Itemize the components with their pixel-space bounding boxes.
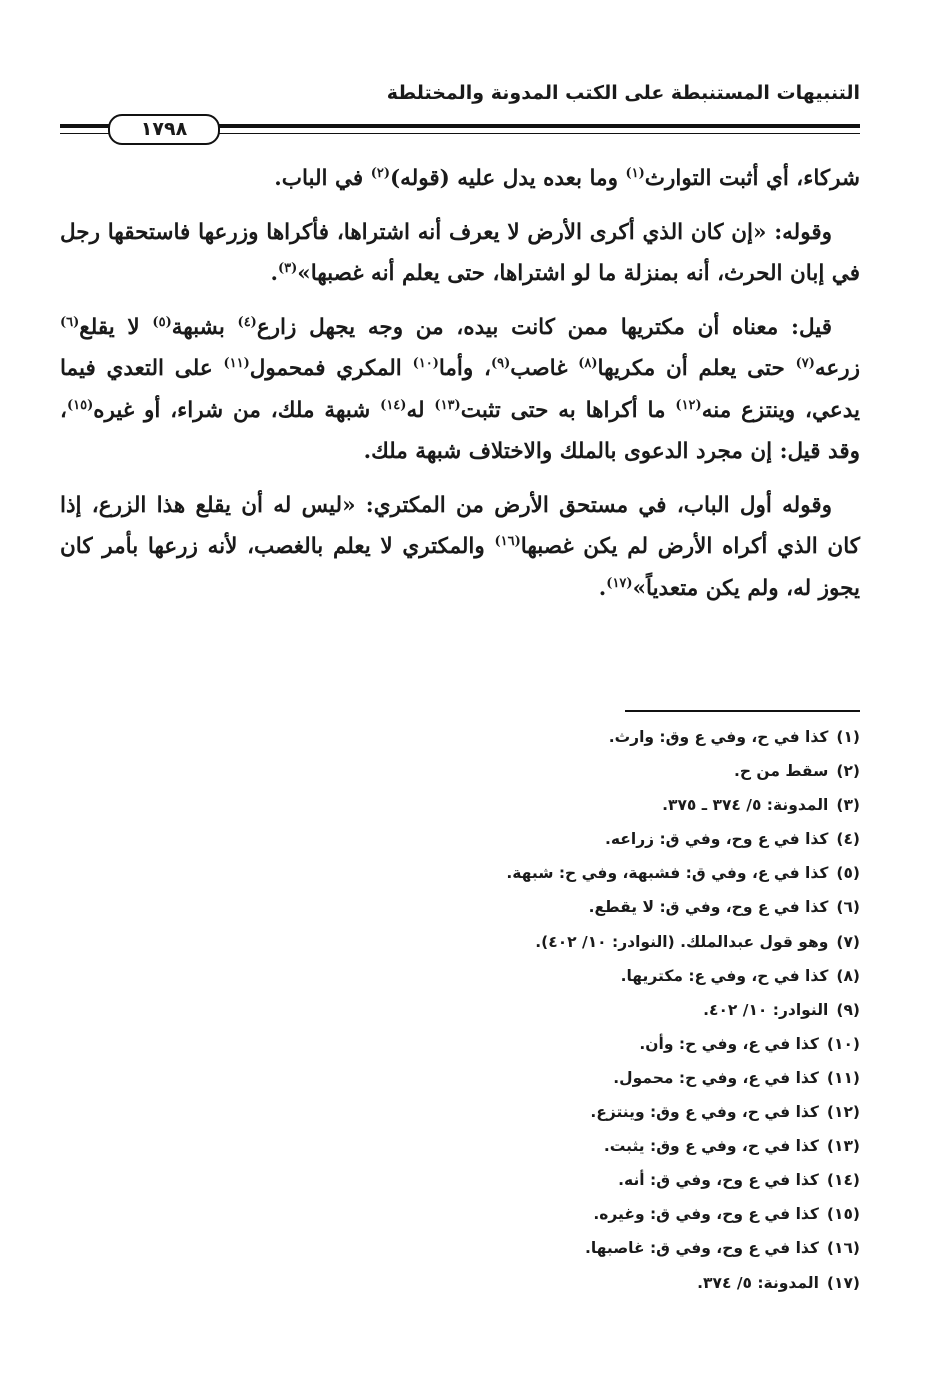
footnote-number: (١٤) bbox=[826, 1171, 860, 1190]
text-segment: قيل: معناه أن مكتريها ممن كانت بيده، من وجه يجهل زارع bbox=[256, 314, 832, 340]
footnote-text: سقط من ح. bbox=[733, 762, 829, 781]
text-segment: والمكتري لا يعلم بالغصب، لأنه زرعها بأمر كان يجوز له، ولم يكن متعدياً» bbox=[60, 534, 860, 601]
footnote-number: (٦) bbox=[836, 898, 860, 917]
page-number: ١٧٩٨ bbox=[108, 114, 220, 145]
footnote-number: (١٥) bbox=[826, 1205, 860, 1224]
footnote-item bbox=[60, 720, 860, 754]
footnote-marker: (١٥) bbox=[66, 397, 94, 413]
footnote-marker: (١) bbox=[625, 165, 645, 181]
footnote-text: كذا في ع وح، وفي ق: لا يقطع. bbox=[588, 898, 829, 917]
footnote-text: كذا في ع، وفي ح: محمول. bbox=[613, 1068, 819, 1087]
footnote-text: كذا في ع وح، وفي ق: أنه. bbox=[618, 1171, 819, 1190]
text-segment: زرعه bbox=[814, 356, 860, 381]
footnote-marker: (٥) bbox=[152, 314, 172, 330]
footnote-item bbox=[60, 1266, 860, 1300]
footnote-marker: (١٦) bbox=[494, 533, 521, 549]
text-segment: وما بعده يدل عليه (قوله) bbox=[390, 166, 626, 191]
paragraph bbox=[60, 158, 860, 200]
footnote-item bbox=[60, 959, 860, 993]
footnote-item bbox=[60, 890, 860, 924]
paragraph bbox=[60, 212, 860, 295]
text-segment: وقوله أول الباب، في مستحق الأرض من المكتري: «ليس له أن يقلع هذا الزرع، إذا كان الذي أكراه الأرض لم يكن غصبها bbox=[60, 492, 860, 559]
text-segment: شبهة ملك، من شراء، أو غيره bbox=[93, 397, 381, 423]
text-segment: ، وأما bbox=[438, 356, 491, 381]
footnote-number: (١٣) bbox=[826, 1137, 860, 1156]
footnote-text: وهو قول عبدالملك. (النوادر: ١٠/ ٤٠٢). bbox=[535, 932, 829, 951]
text-segment: . bbox=[270, 261, 278, 286]
text-segment: . bbox=[598, 575, 607, 601]
footnote-number: (١٦) bbox=[826, 1239, 860, 1258]
paragraph bbox=[60, 307, 860, 473]
footnote-item bbox=[60, 1197, 860, 1231]
footnote-marker: (٧) bbox=[795, 355, 815, 371]
footnote-item bbox=[60, 993, 860, 1027]
text-segment: وقوله: «إن كان الذي أكرى الأرض لا يعرف أنه اشتراها، فأكراها وزرعها فاستحقها رجل في إبان الحرث، أنه بمنزلة ما لو اشتراها، حتى يعلم أنه غصبها» bbox=[60, 219, 860, 286]
text-segment: المكري فمحمول bbox=[249, 356, 413, 381]
paragraph bbox=[60, 485, 860, 610]
text-segment: على التعدي فيما يدعي، وينتزع منه bbox=[60, 356, 860, 423]
footnote-marker: (١٢) bbox=[675, 397, 702, 413]
footnote-marker: (٩) bbox=[490, 355, 511, 371]
text-segment: ، وقد قيل: إن مجرد الدعوى بالملك والاختلاف شبهة ملك. bbox=[60, 397, 860, 464]
text-segment: حتى يعلم أن مكريها bbox=[597, 356, 796, 381]
page-header bbox=[60, 78, 860, 158]
footnote-marker: (١١) bbox=[223, 355, 250, 371]
footnote-item bbox=[60, 1095, 860, 1129]
footnote-text: كذا في ح، وفي ع وق: يثبت. bbox=[603, 1137, 819, 1156]
text-segment: ما أكراها به حتى تثبت bbox=[460, 397, 676, 423]
footnote-marker: (٨) bbox=[578, 355, 598, 371]
running-title: التنبيهات المستنبطة على الكتب المدونة والمختلطة bbox=[386, 82, 860, 104]
text-segment: في الباب. bbox=[274, 166, 371, 191]
footnote-number: (٤) bbox=[836, 830, 860, 849]
footnote-number: (٨) bbox=[836, 966, 860, 985]
footnote-text: المدونة: ٥/ ٣٧٤. bbox=[697, 1273, 819, 1292]
footnote-item bbox=[60, 754, 860, 788]
text-segment: بشبهة bbox=[171, 314, 238, 340]
footnote-number: (٩) bbox=[836, 1000, 860, 1019]
footnote-text: كذا في ح، وفي ع وق: وارث. bbox=[608, 728, 829, 746]
footnote-marker: (٢) bbox=[370, 165, 390, 181]
footnote-item bbox=[60, 856, 860, 890]
footnote-text: كذا في ع وح، وفي ق: غاصبها. bbox=[584, 1239, 819, 1258]
footnote-number: (٣) bbox=[836, 796, 860, 815]
footnote-text: كذا في ع وح، وفي ق: وغيره. bbox=[593, 1205, 819, 1224]
footnote-item bbox=[60, 1231, 860, 1265]
footnote-item bbox=[60, 1163, 860, 1197]
footnote-marker: (١٧) bbox=[606, 575, 633, 591]
footnote-number: (١) bbox=[836, 728, 860, 746]
footnote-item bbox=[60, 822, 860, 856]
footnote-item bbox=[60, 1027, 860, 1061]
footnote-text: كذا في ح، وفي ع: مكتريها. bbox=[620, 966, 829, 985]
book-page bbox=[60, 78, 860, 1338]
footnote-marker: (٤) bbox=[237, 314, 257, 330]
footnote-marker: (١٣) bbox=[434, 397, 461, 413]
footnote-item bbox=[60, 1129, 860, 1163]
footnote-number: (١٠) bbox=[826, 1034, 860, 1053]
footnote-number: (٧) bbox=[836, 932, 860, 951]
footnote-number: (٥) bbox=[836, 864, 860, 883]
footnote-text: كذا في ع، وفي ق: فشبهة، وفي ح: شبهة. bbox=[506, 864, 829, 883]
footnotes-list bbox=[60, 720, 860, 1300]
text-segment: لا يقلع bbox=[79, 314, 153, 340]
text-segment: غاصب bbox=[510, 356, 579, 381]
footnote-number: (١٢) bbox=[826, 1103, 860, 1122]
footnote-item bbox=[60, 925, 860, 959]
footnote-item bbox=[60, 788, 860, 822]
footnote-item bbox=[60, 1061, 860, 1095]
footnote-text: كذا في ح، وفي ع وق: وينتزع. bbox=[590, 1103, 819, 1122]
footnote-text: كذا في ع، وفي ح: وأن. bbox=[639, 1034, 819, 1053]
footnote-marker: (٣) bbox=[277, 260, 298, 276]
text-segment: شركاء، أي أثبت التوارث bbox=[644, 166, 860, 191]
footnote-separator bbox=[625, 710, 860, 712]
main-text bbox=[60, 158, 860, 621]
footnote-text: كذا في ع وح، وفي ق: زراعه. bbox=[605, 830, 829, 849]
footnote-marker: (١٠) bbox=[412, 355, 439, 371]
text-segment: له bbox=[406, 397, 435, 423]
footnote-text: النوادر: ١٠/ ٤٠٢. bbox=[703, 1000, 829, 1019]
footnote-number: (١١) bbox=[826, 1068, 860, 1087]
footnote-number: (٢) bbox=[836, 762, 860, 781]
footnote-marker: (١٤) bbox=[380, 397, 407, 413]
footnote-marker: (٦) bbox=[60, 314, 80, 330]
footnote-text: المدونة: ٥/ ٣٧٤ ـ ٣٧٥. bbox=[662, 796, 829, 815]
footnote-number: (١٧) bbox=[826, 1273, 860, 1292]
